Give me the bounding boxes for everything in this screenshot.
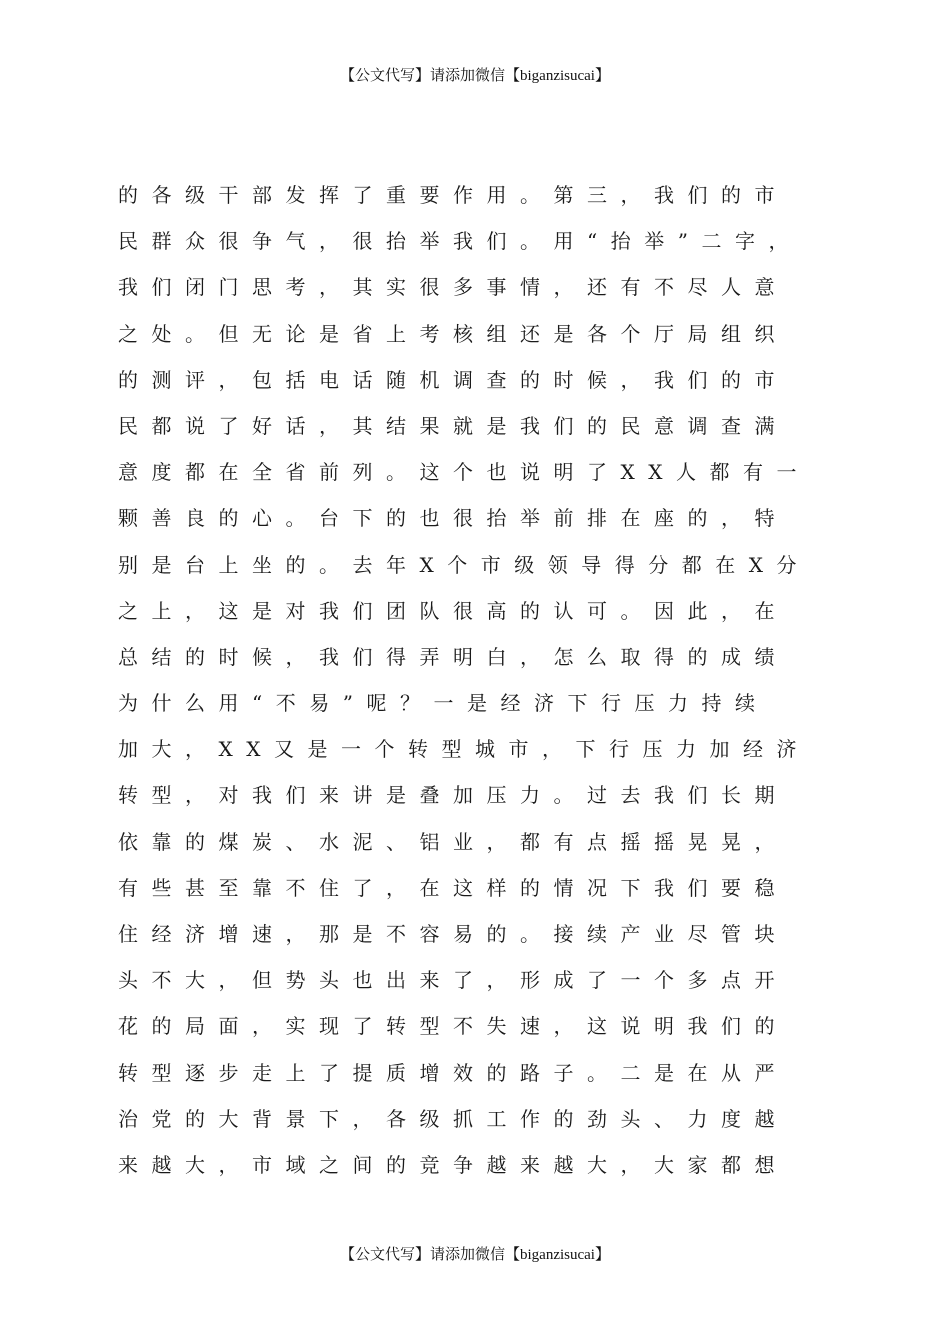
- body-line: 意度都在全省前列。这个也说明了XX人都有一: [118, 460, 810, 485]
- body-line: 为什么用“不易”呢？一是经济下行压力持续: [118, 691, 769, 716]
- body-line: 总结的时候，我们得弄明白，怎么取得的成绩: [118, 644, 788, 669]
- page-footer: 【公文代写】请添加微信【biganzisucai】: [340, 1247, 610, 1263]
- body-line: 住经济增速，那是不容易的。接续产业尽管块: [118, 922, 788, 946]
- body-line: 民群众很争气，很抬举我们。用“抬举”二字，: [118, 229, 802, 254]
- body-line: 来越大，市域之间的竞争越来越大，大家都想: [118, 1152, 788, 1177]
- page-header: 【公文代写】请添加微信【biganzisucai】: [340, 68, 610, 84]
- body-text: [118, 172, 838, 1188]
- body-line: 转型逐步走上了提质增效的路子。二是在从严: [118, 1060, 788, 1085]
- body-line: 头不大，但势头也出来了，形成了一个多点开: [118, 968, 788, 993]
- body-line: 治党的大背景下，各级抓工作的劲头、力度越: [118, 1106, 788, 1131]
- body-line: 我们闭门思考，其实很多事情，还有不尽人意: [118, 275, 788, 300]
- body-line: 之上，这是对我们团队很高的认可。因此，在: [118, 598, 788, 623]
- body-line: 民都说了好话，其结果就是我们的民意调查满: [118, 413, 788, 438]
- body-line: 有些甚至靠不住了，在这样的情况下我们要稳: [118, 875, 788, 900]
- body-line: 转型，对我们来讲是叠加压力。过去我们长期: [118, 783, 788, 808]
- body-line: 的测评，包括电话随机调查的时候，我们的市: [118, 367, 788, 392]
- body-line: 加大，XX又是一个转型城市，下行压力加经济: [118, 737, 810, 762]
- body-line: 颗善良的心。台下的也很抬举前排在座的，特: [118, 506, 788, 531]
- body-line: 之处。但无论是省上考核组还是各个厅局组织: [118, 321, 788, 346]
- body-line: 依靠的煤炭、水泥、铝业，都有点摇摇晃晃，: [118, 829, 788, 854]
- body-line: 花的局面，实现了转型不失速，这说明我们的: [118, 1014, 788, 1039]
- body-line: 别是台上坐的。去年X个市级领导得分都在X分: [118, 552, 810, 577]
- body-line: 的各级干部发挥了重要作用。第三，我们的市: [118, 183, 788, 207]
